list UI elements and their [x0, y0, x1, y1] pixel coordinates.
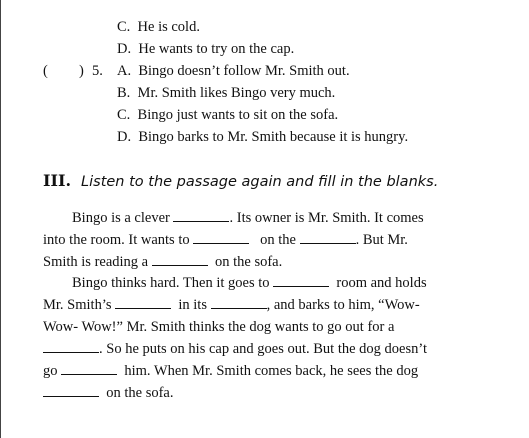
q5-option-a [117, 62, 350, 80]
option-text: Bingo just wants to sit on the sofa. [137, 107, 339, 123]
option-letter: B. [117, 85, 131, 101]
passage-text: . Its owner is Mr. Smith. It comes [229, 210, 424, 226]
passage-text: Smith is reading a [43, 254, 149, 270]
passage-text: in its [178, 297, 207, 313]
passage-text: on the sofa. [215, 254, 283, 270]
passage-text: Bingo thinks hard. Then it goes to [72, 275, 270, 291]
passage-line-3 [43, 253, 282, 271]
q5-number: 5. [92, 63, 103, 79]
passage-text: him. When Mr. Smith comes back, he sees the dog [124, 363, 419, 379]
passage-text: . So he puts on his cap and goes out. But the dog doesn’t [99, 341, 427, 357]
blank-4[interactable] [152, 253, 208, 266]
passage-line-5 [43, 296, 420, 314]
passage-text: Bingo is a clever [72, 210, 170, 226]
q5-option-d [117, 128, 408, 146]
blank-5[interactable] [273, 274, 329, 287]
option-letter: D. [117, 41, 132, 57]
passage-line-7 [43, 340, 427, 358]
passage-text: , and barks to him, “Wow- [266, 297, 420, 313]
q4-option-d [117, 40, 294, 58]
section-heading [43, 172, 438, 191]
passage-text: Wow- Wow!” Mr. Smith thinks the dog wants to go out for a [43, 319, 395, 335]
blank-9[interactable] [61, 362, 117, 375]
q5-option-b [117, 84, 335, 102]
option-text: Mr. Smith likes Bingo very much. [137, 85, 336, 101]
passage-line-9 [43, 384, 174, 402]
passage-text: . But Mr. [355, 232, 408, 248]
passage-text: on the [260, 232, 296, 248]
blank-8[interactable] [43, 340, 99, 353]
passage-text: into the room. It wants to [43, 232, 190, 248]
blank-10[interactable] [43, 384, 99, 397]
q5-option-c [117, 106, 338, 124]
passage-text: go [43, 363, 58, 379]
q5-answer-paren-open[interactable]: ( [43, 63, 48, 79]
option-letter: C. [117, 107, 131, 123]
passage-line-1 [72, 209, 424, 227]
option-letter: A. [117, 63, 132, 79]
blank-1[interactable] [173, 209, 229, 222]
passage-line-6 [43, 318, 394, 336]
passage-line-8 [43, 362, 418, 380]
section-number: III. [43, 171, 72, 190]
passage-text: Mr. Smith’s [43, 297, 112, 313]
q5-answer-paren-close: ) [79, 63, 84, 79]
option-text: He wants to try on the cap. [138, 41, 295, 57]
option-text: Bingo doesn’t follow Mr. Smith out. [138, 63, 350, 79]
blank-6[interactable] [115, 296, 171, 309]
passage-text: room and holds [336, 275, 427, 291]
option-letter: C. [117, 19, 131, 35]
passage-text: on the sofa. [106, 385, 174, 401]
passage-line-4 [72, 274, 427, 292]
q4-option-c [117, 18, 200, 36]
page-left-border [0, 0, 1, 438]
option-text: Bingo barks to Mr. Smith because it is hungry. [138, 129, 409, 145]
blank-7[interactable] [211, 296, 267, 309]
passage-line-2 [43, 231, 408, 249]
blank-3[interactable] [300, 231, 356, 244]
option-letter: D. [117, 129, 132, 145]
option-text: He is cold. [137, 19, 200, 35]
blank-2[interactable] [193, 231, 249, 244]
section-instruction: Listen to the passage again and fill in the blanks. [81, 174, 439, 190]
